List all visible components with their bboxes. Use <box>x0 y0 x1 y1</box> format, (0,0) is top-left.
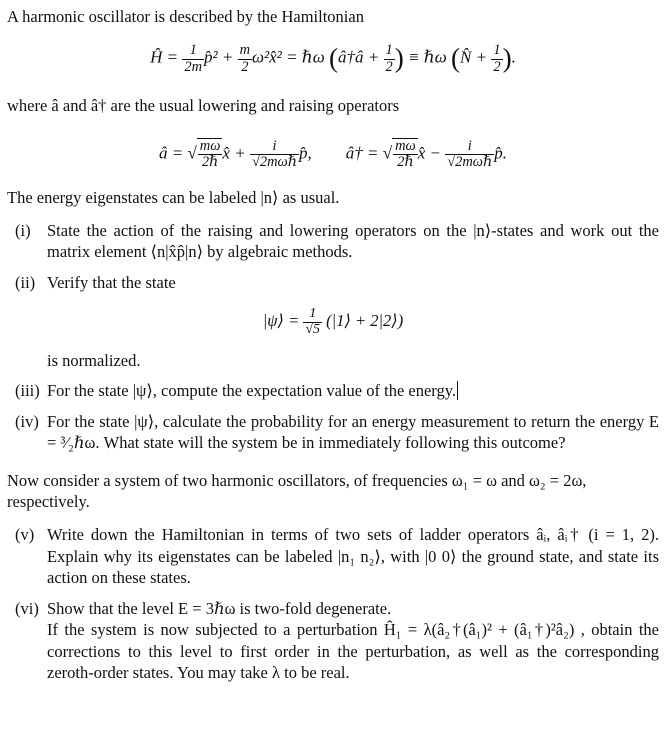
eq-number-term: N̂ + <box>460 48 488 68</box>
problem-document <box>7 2 659 692</box>
adag-lhs: â† = <box>345 143 379 163</box>
eq-term-p: p̂² + <box>204 48 234 68</box>
question-i: (i) State the action of the raising and lowering operators on the |n⟩-states and work out the matrix element ⟨n|x̂p̂|n⟩ by algebraic methods. <box>15 221 659 262</box>
question-vi: (vi) Show that the level E = 3ℏω is two-fold degenerate. If the system is now subjected to a perturbation Ĥ₁ = λ(â₂†(â₁)² + (â₁†)²â₂) , obtain the corrections to this level to first order in the perturbation, as well as the corresponding zeroth-order states. You may take λ to be real. <box>15 598 659 683</box>
question-list-1 <box>7 220 659 454</box>
question-v: (v) Write down the Hamiltonian in terms of two sets of ladder operators âᵢ, âᵢ† (i = 1, 2). Explain why its eigenstates can be labeled |n₁ n₂⟩, with |0 0⟩ the ground state, and state its action on these states. <box>15 525 659 588</box>
question-iii: (iii) For the state |ψ⟩, compute the expectation value of the energy. <box>15 381 457 401</box>
frac-1-2m: $\frac{1}{2m}$ <box>184 42 203 75</box>
frac-half-1: $\frac{1}{2}$ <box>385 42 393 75</box>
hamiltonian-equation: Ĥ = $\frac{1}{2m}$ p̂² + $\frac{m}{2}$ ω²x̂² = ℏω (â†â + $\frac{1}{2}$ ) ≡ ℏω (N̂ + $\frac{1}{2}$ ). <box>150 42 516 75</box>
question-iv: (iv) For the state |ψ⟩, calculate the probability for an energy measurement to return the energy E = ³⁄₂ℏω. What state will the system be in immediately following this outcome? <box>15 411 659 453</box>
question-ii: (ii) Verify that the state |ψ⟩ = $\frac{1}{√5}$ (|1⟩ + 2|2⟩) is normalized. <box>7 272 659 371</box>
eq-equiv: ≡ ℏω <box>408 48 447 68</box>
psi-state-equation: |ψ⟩ = $\frac{1}{√5}$ (|1⟩ + 2|2⟩) <box>262 306 404 338</box>
question-list-2 <box>7 524 659 683</box>
question-vi-cont: If the system is now subjected to a perturbation Ĥ₁ = λ(â₂†(â₁)² + (â₁†)²â₂) , obtain the corrections to this level to first order in the perturbation, as well as the corresponding zeroth-order states. You may take λ to be real. <box>47 620 659 683</box>
eigenstates-text: The energy eigenstates can be labeled |n⟩ as usual. <box>7 187 340 207</box>
intro-text: A harmonic oscillator is described by the Hamiltonian <box>7 7 364 26</box>
eq-lhs: Ĥ = <box>150 48 179 68</box>
eq-term-x: ω²x̂² = ℏω <box>252 48 325 68</box>
eq-ladder-term: â†â + <box>338 48 380 68</box>
part2-text: Now consider a system of two harmonic oscillators, of frequencies ω₁ = ω and ω₂ = 2ω, respectively. <box>7 470 587 511</box>
a-lhs: â = <box>158 143 184 163</box>
ladder-equations: â = √ $\frac{m\omega}{\text{2ℏ}}$ x̂ + $\frac{i}{\text{√2mωℏ}}$ p̂, â† = √ $\frac{m\omega}{\text{2ℏ}}$ x̂ − $\frac{i}{\text{√2mωℏ}}$ p̂. <box>158 138 508 171</box>
frac-half-2: $\frac{1}{2}$ <box>493 42 501 75</box>
ladder-intro-text: where â and â† are the usual lowering and raising operators <box>7 95 400 115</box>
frac-m-2: $\frac{m}{2}$ <box>239 42 251 75</box>
question-ii-cont: is normalized. <box>47 350 141 370</box>
